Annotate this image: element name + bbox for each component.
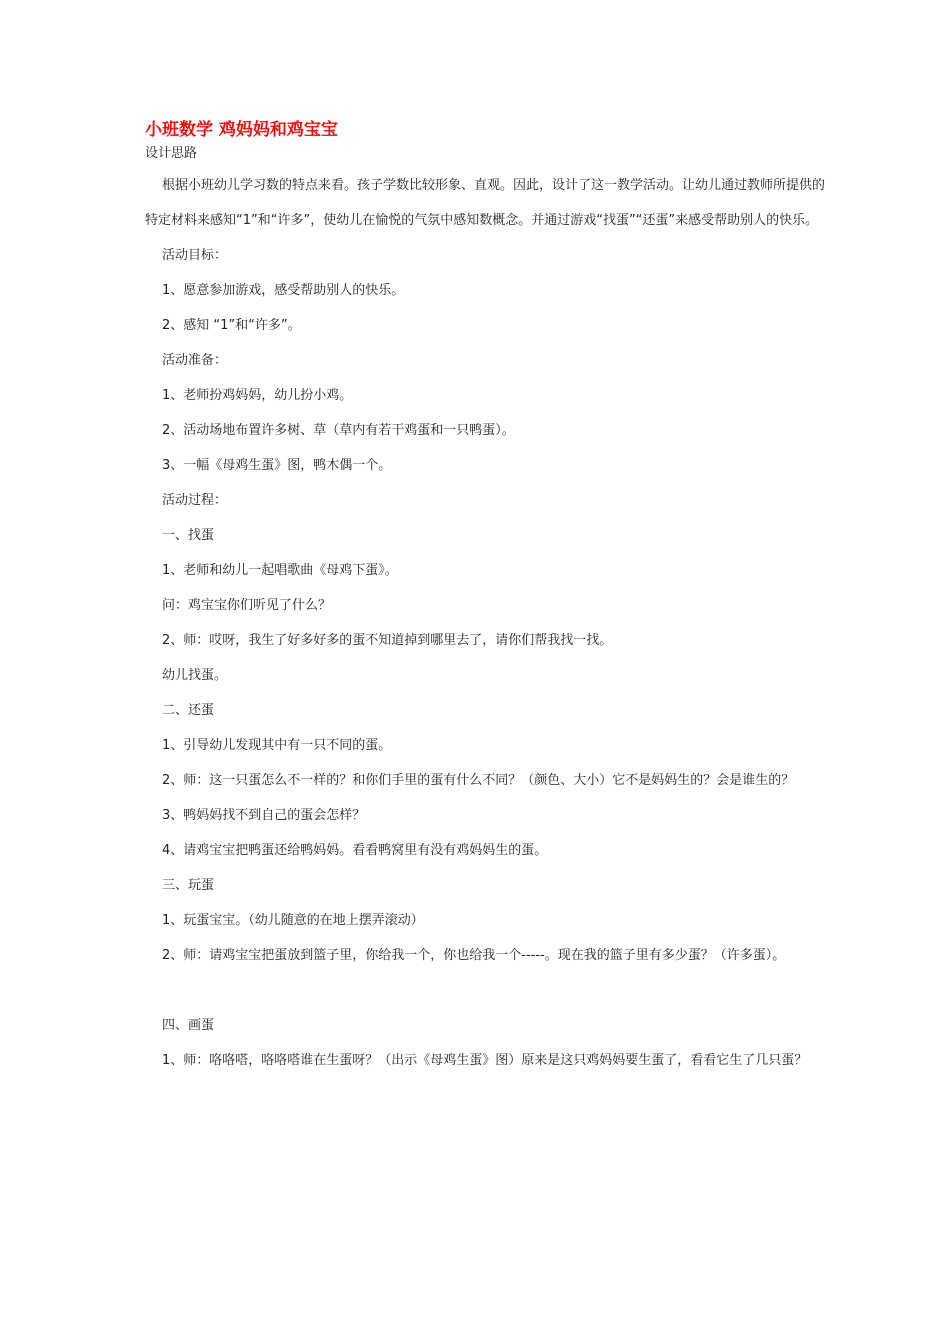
find-eggs-item-2: 2、师：哎呀，我生了好多好多的蛋不知道掉到哪里去了，请你们帮我找一找。 xyxy=(162,633,613,648)
play-eggs-item-1: 1、玩蛋宝宝。（幼儿随意的在地上摆弄滚动） xyxy=(162,913,424,928)
heading-activity-preparation: 活动准备： xyxy=(162,353,228,368)
find-eggs-children: 幼儿找蛋。 xyxy=(162,668,228,683)
step-heading-return-eggs: 二、还蛋 xyxy=(162,703,215,718)
step-heading-play-eggs: 三、玩蛋 xyxy=(162,878,215,893)
return-eggs-item-3: 3、鸭妈妈找不到自己的蛋会怎样？ xyxy=(162,808,366,823)
step-heading-find-eggs: 一、找蛋 xyxy=(162,528,215,543)
preparation-item-1: 1、老师扮鸡妈妈，幼儿扮小鸡。 xyxy=(162,388,353,403)
play-eggs-item-2: 2、师：请鸡宝宝把蛋放到篮子里，你给我一个，你也给我一个-----。现在我的篮子里有多少蛋？（许多蛋）。 xyxy=(162,948,786,963)
return-eggs-item-2: 2、师：这一只蛋怎么不一样的？和你们手里的蛋有什么不同？（颜色、大小）它不是妈妈生的？会是谁生的？ xyxy=(162,773,795,788)
goal-item-1: 1、愿意参加游戏，感受帮助别人的快乐。 xyxy=(162,283,405,298)
draw-eggs-item-1: 1、师：咯咯嗒，咯咯嗒谁在生蛋呀？（出示《母鸡生蛋》图）原来是这只鸡妈妈要生蛋了，看看它生了几只蛋？ xyxy=(162,1053,808,1068)
find-eggs-item-1: 1、老师和幼儿一起唱歌曲《母鸡下蛋》。 xyxy=(162,563,398,578)
return-eggs-item-1: 1、引导幼儿发现其中有一只不同的蛋。 xyxy=(162,738,392,753)
section-heading-design: 设计思路 xyxy=(145,146,198,161)
document-page xyxy=(145,118,825,1078)
preparation-item-2: 2、活动场地布置许多树、草（草内有若干鸡蛋和一只鸭蛋）。 xyxy=(162,423,515,438)
goal-item-2: 2、感知 “1”和“许多”。 xyxy=(162,318,301,333)
heading-activity-process: 活动过程： xyxy=(162,493,228,508)
blank-line xyxy=(145,973,825,1008)
heading-activity-goals: 活动目标： xyxy=(162,248,228,263)
document-title: 小班数学 鸡妈妈和鸡宝宝 xyxy=(145,120,338,140)
find-eggs-question: 问：鸡宝宝你们听见了什么？ xyxy=(162,598,332,613)
return-eggs-item-4: 4、请鸡宝宝把鸭蛋还给鸭妈妈。看看鸭窝里有没有鸡妈妈生的蛋。 xyxy=(162,843,548,858)
step-heading-draw-eggs: 四、画蛋 xyxy=(162,1018,215,1033)
design-rationale-paragraph: 根据小班幼儿学习数的特点来看。孩子学数比较形象、直观。因此，设计了这一教学活动。让幼儿通过教师所提供的特定材料来感知“1”和“许多”，使幼儿在愉悦的气氛中感知数概念。并通过游戏“找蛋”“还蛋”来感受帮助别人的快乐。 xyxy=(145,178,826,228)
preparation-item-3: 3、一幅《母鸡生蛋》图，鸭木偶一个。 xyxy=(162,458,392,473)
